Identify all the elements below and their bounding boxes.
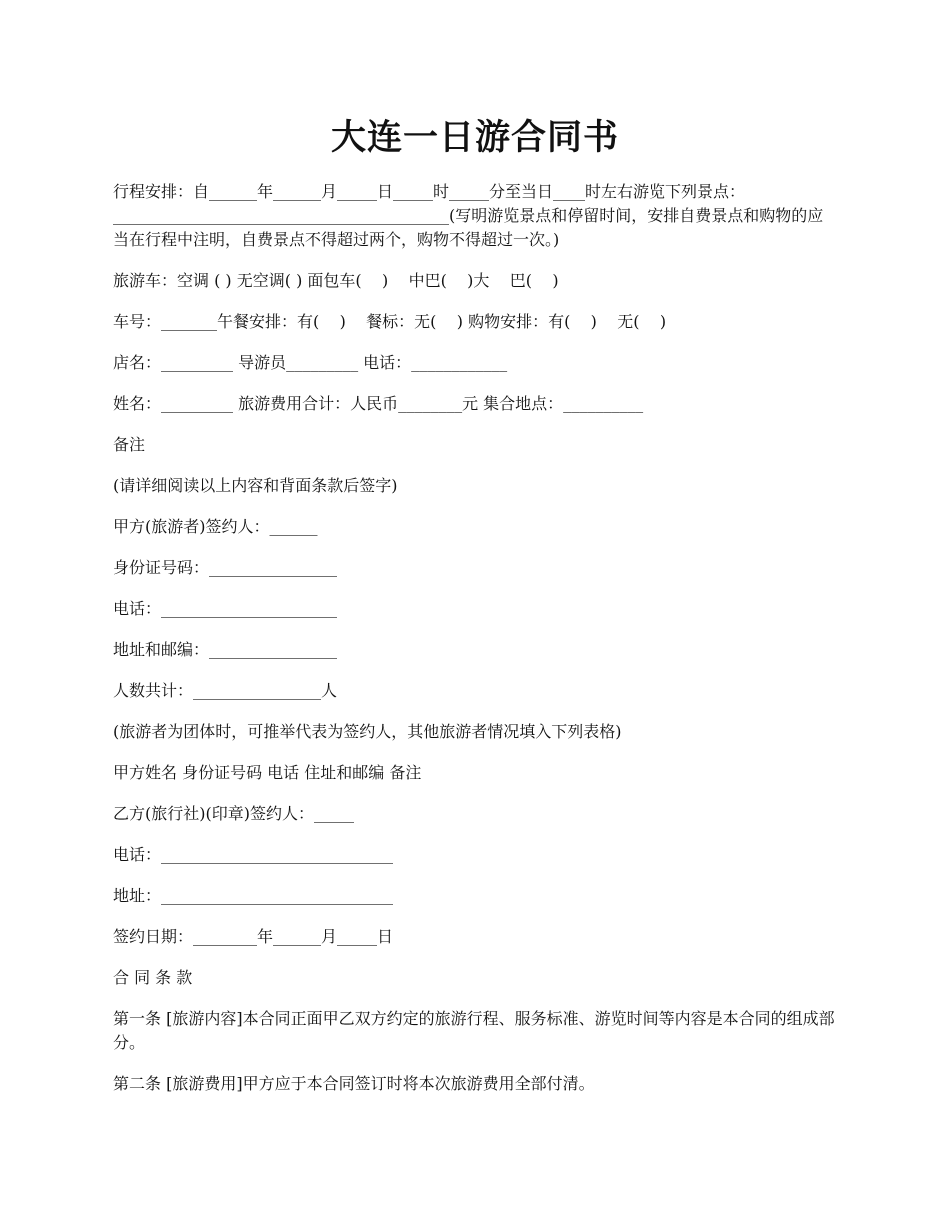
party-a-address-postcode: 地址和邮编：________________ xyxy=(113,640,338,659)
itinerary-paragraph: 行程安排：自______年______月_____日_____时_____分至当日____时左右游览下列景点：__________________________________________(写明游览景点和停留时间，安排自费景点和购物的应当在行程中注明，自费景点不得超过两个，购物不得超过一次。) xyxy=(113,182,824,249)
name-fee-meeting-paragraph: 姓名：_________ 旅游费用合计：人民币________元 集合地点：__________ xyxy=(113,394,644,413)
contract-terms-heading: 合 同 条 款 xyxy=(113,968,193,987)
party-a-id-number: 身份证号码：________________ xyxy=(113,558,338,577)
party-a-headcount: 人数共计：________________人 xyxy=(113,681,338,700)
read-before-sign-note: (请详细阅读以上内容和背面条款后签字) xyxy=(113,476,398,495)
document-body xyxy=(113,180,838,1113)
shop-guide-phone-paragraph: 店名：_________ 导游员_________ 电话：____________ xyxy=(113,353,508,372)
party-a-signer: 甲方(旅游者)签约人：______ xyxy=(113,517,318,536)
party-b-phone: 电话：_____________________________ xyxy=(113,845,394,864)
party-b-signer: 乙方(旅行社)(印章)签约人：_____ xyxy=(113,804,354,823)
vehicle-paragraph: 旅游车：空调 ( ) 无空调( ) 面包车( ) 中巴( )大 巴( ) xyxy=(113,271,559,290)
document-title: 大连一日游合同书 xyxy=(330,117,619,158)
party-a-phone: 电话：______________________ xyxy=(113,599,338,618)
party-a-table-header: 甲方姓名 身份证号码 电话 住址和邮编 备注 xyxy=(113,763,422,782)
party-b-address: 地址：_____________________________ xyxy=(113,886,394,905)
group-note: (旅游者为团体时，可推举代表为签约人，其他旅游者情况填入下列表格) xyxy=(113,722,622,741)
article-1: 第一条 [旅游内容]本合同正面甲乙双方约定的旅游行程、服务标准、游览时间等内容是本合同的组成部分。 xyxy=(113,1009,835,1052)
signing-date: 签约日期：________年______月_____日 xyxy=(113,927,394,946)
article-2: 第二条 [旅游费用]甲方应于本合同签订时将本次旅游费用全部付清。 xyxy=(113,1074,595,1093)
car-meal-shopping-paragraph: 车号：_______午餐安排：有( ) 餐标：无( ) 购物安排：有( ) 无( ) xyxy=(113,312,667,331)
remarks-label: 备注 xyxy=(113,435,146,454)
